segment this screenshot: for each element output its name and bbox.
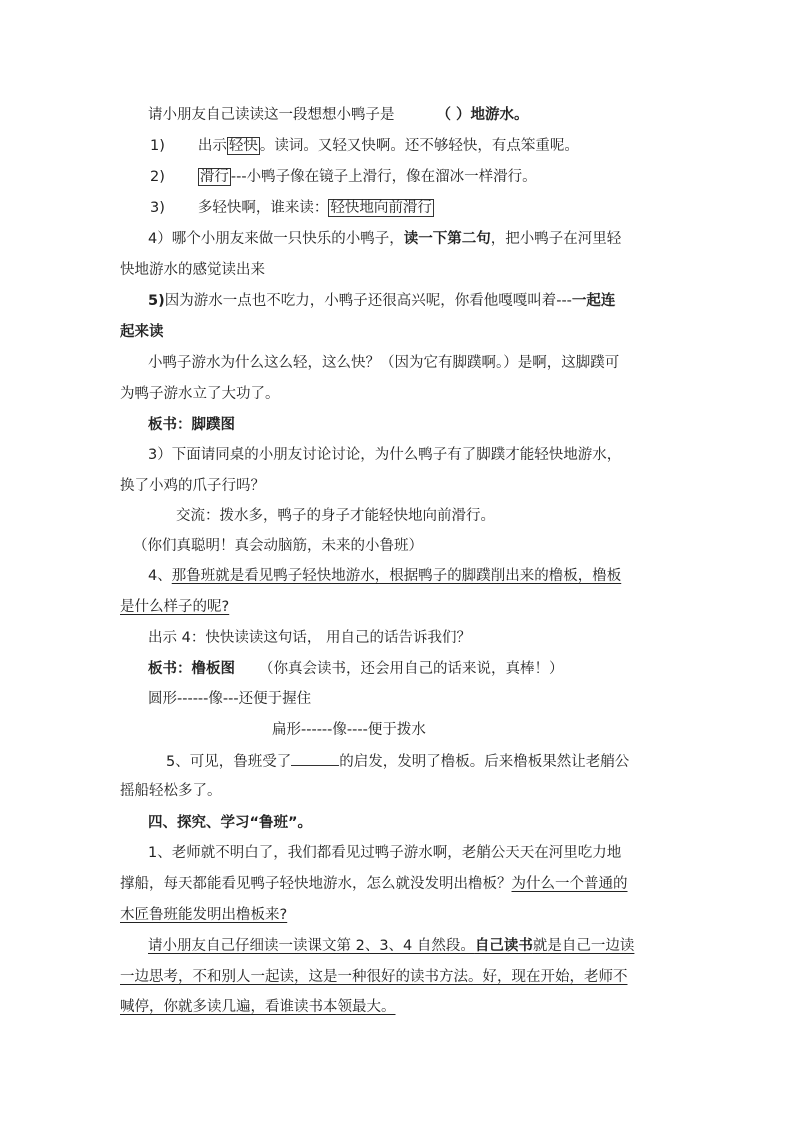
- line-1: [148, 105, 529, 125]
- text-underlined: 木匠鲁班能发明出橹板来?: [120, 907, 288, 923]
- line-27: [120, 905, 287, 925]
- text: 撑船，每天都能看见鸭子轻快地游水，怎么就没发明出橹板？: [120, 876, 512, 892]
- line-17: [120, 597, 229, 617]
- item-number: 3): [150, 200, 165, 216]
- text: 出示 4：快快读读这句话， 用自己的话告诉我们？: [148, 630, 471, 646]
- text: 小鸭子游水为什么这么轻，这么快？（因为它有脚蹼啊。）是啊，这脚蹼可: [148, 355, 620, 371]
- text-underlined: 为什么一个普通的: [511, 876, 628, 892]
- line-19: [148, 659, 564, 679]
- board-note: 板书：脚蹼图: [148, 417, 235, 433]
- text: ，把小鸭子在河里轻: [490, 231, 622, 247]
- line-10: [120, 384, 280, 404]
- text: 1、老师就不明白了，我们都看见过鸭子游水啊，老艄公天天在河里吃力地: [148, 845, 622, 861]
- line-6: [120, 260, 265, 280]
- text: 因为游水一点也不吃力，小鸭子还很高兴呢，你看他嘎嘎叫着---: [164, 293, 572, 309]
- text-bold: 自己读书: [474, 938, 533, 954]
- text: 为鸭子游水立了大功了。: [120, 386, 280, 402]
- text: 4、: [148, 568, 172, 584]
- heading-text: 四、探究、学习“鲁班”。: [148, 815, 313, 831]
- text: （你真会读书，还会用自己的话来说，真棒！）: [259, 661, 564, 677]
- text: 4）哪个小朋友来做一只快乐的小鸭子，: [148, 231, 404, 247]
- item-number: 1): [150, 138, 165, 154]
- text-bold: 读一下第二句: [403, 231, 491, 247]
- line-9: [148, 353, 619, 373]
- line-22: [166, 751, 629, 772]
- line-26: [120, 874, 628, 894]
- boxed-word: 滑行: [199, 169, 229, 185]
- text-bold: 一起连: [571, 293, 616, 309]
- text-underlined: 一边思考，不和别人一起读，这是一种很好的读书方法。好，现在开始，老师不: [120, 969, 628, 985]
- line-3: [150, 167, 537, 187]
- line-20: [148, 689, 311, 709]
- boxed-word: 轻快地向前滑行: [330, 200, 432, 216]
- text: 。读词。又轻又快啊。还不够轻快，有点笨重呢。: [259, 138, 579, 154]
- line-29: [120, 967, 628, 987]
- text-underlined: 请小朋友自己仔细读一读课文第 2、3、4 自然段。: [148, 938, 475, 954]
- board-note: 板书：橹板图: [148, 661, 235, 677]
- line-25: [148, 843, 621, 863]
- boxed-word: 轻快: [228, 138, 258, 154]
- text: 3）下面请同桌的小朋友讨论讨论，为什么鸭子有了脚蹼才能轻快地游水，: [148, 447, 622, 463]
- text: ---小鸭子像在镜子上滑行，像在溜冰一样滑行。: [230, 169, 537, 185]
- item-number: 5): [148, 293, 165, 309]
- text: 换了小鸡的爪子行吗？: [120, 478, 265, 494]
- line-2: [150, 136, 579, 156]
- item-number: 2): [150, 169, 165, 185]
- line-7: [148, 291, 615, 311]
- line-21: [272, 720, 426, 740]
- text: 多轻快啊，谁来读：: [197, 200, 329, 216]
- text-bold: 起来读: [120, 324, 164, 340]
- line-18: [148, 628, 471, 648]
- text-underlined: 喊停，你就多读几遍，看谁读书本领最大。: [120, 999, 396, 1015]
- text: 扁形------像----便于拨水: [272, 722, 426, 738]
- line-13: [120, 476, 265, 496]
- line-12: [148, 445, 621, 465]
- text: 的启发，发明了橹板。后来橹板果然让老艄公: [339, 754, 630, 770]
- line-23: [120, 781, 222, 801]
- line-15: [133, 536, 423, 556]
- text: 圆形------像---还便于握住: [148, 691, 312, 707]
- text: 快地游水的感觉读出来: [120, 262, 265, 278]
- line-8: [120, 322, 164, 342]
- text-bold: （ ）地游水。: [436, 107, 529, 123]
- text: 出示: [197, 138, 227, 154]
- section-heading: [148, 813, 312, 833]
- text: 交流：拨水多，鸭子的身子才能轻快地向前滑行。: [176, 508, 495, 524]
- line-14: [176, 506, 495, 526]
- text-underlined: 就是自己一边读: [532, 938, 635, 954]
- text-underlined: 是什么样子的呢?: [120, 599, 230, 615]
- line-16: [148, 566, 621, 586]
- fill-blank: [291, 751, 339, 766]
- line-5: [148, 229, 621, 249]
- line-30: [120, 997, 396, 1017]
- text: （你们真聪明！真会动脑筋，未来的小鲁班）: [133, 538, 423, 554]
- text: 摇船轻松多了。: [120, 783, 222, 799]
- line-4: [150, 198, 434, 218]
- line-11: [148, 415, 235, 435]
- line-28: [148, 936, 634, 956]
- text-underlined: 那鲁班就是看见鸭子轻快地游水，根据鸭子的脚蹼削出来的橹板，橹板: [171, 568, 622, 584]
- text: 5、可见，鲁班受了: [166, 754, 292, 770]
- text: 请小朋友自己读读这一段想想小鸭子是: [148, 107, 395, 123]
